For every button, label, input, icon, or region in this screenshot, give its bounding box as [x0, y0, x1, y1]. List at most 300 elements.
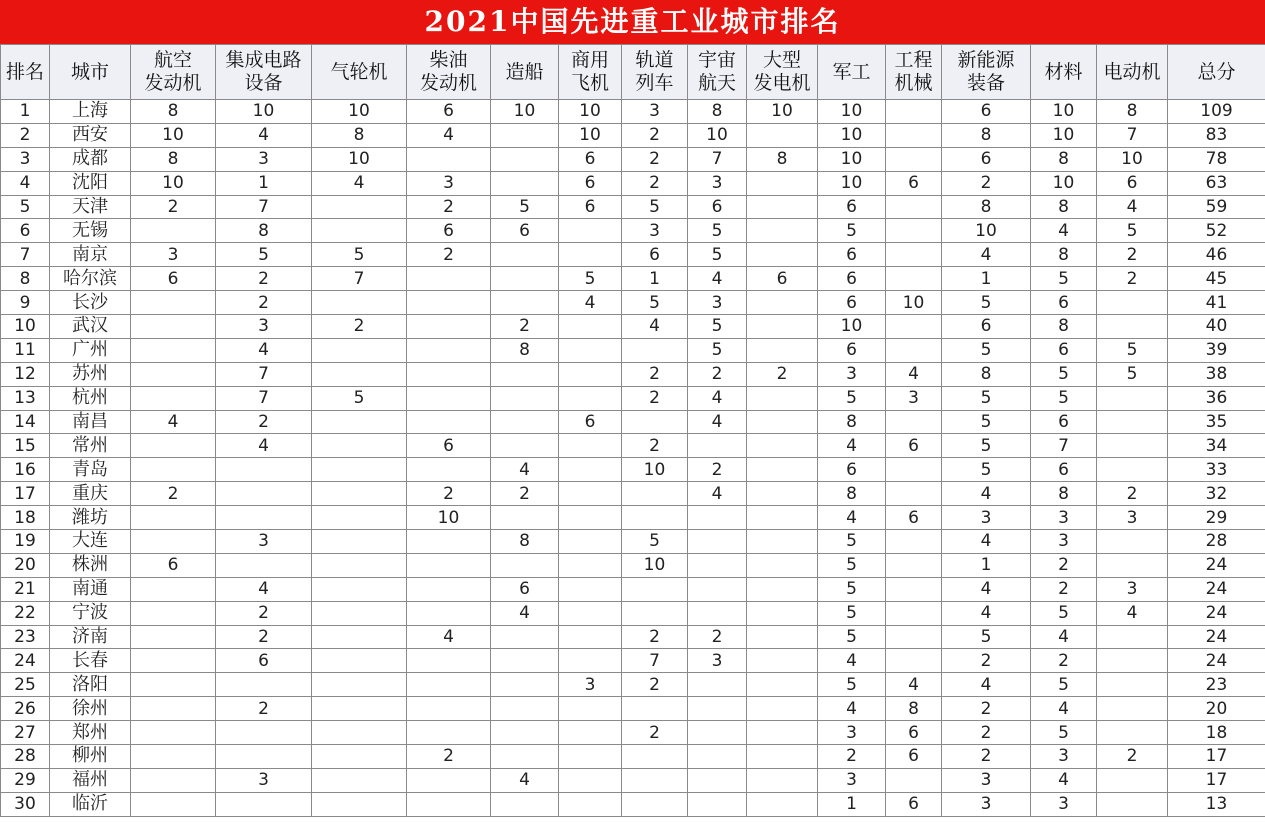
score-cell: [747, 171, 818, 195]
rank-cell: 1: [1, 100, 50, 124]
score-cell: [559, 482, 622, 506]
score-cell: 4: [622, 315, 688, 339]
score-cell: 8: [1031, 147, 1097, 171]
score-cell: [747, 219, 818, 243]
score-cell: [886, 458, 942, 482]
score-cell: 4: [942, 601, 1031, 625]
total-cell: 17: [1168, 768, 1265, 792]
score-cell: 4: [407, 123, 491, 147]
score-cell: 3: [216, 768, 312, 792]
score-cell: [886, 195, 942, 219]
score-cell: [131, 745, 216, 769]
score-cell: [312, 219, 407, 243]
rank-cell: 7: [1, 243, 50, 267]
total-cell: 34: [1168, 434, 1265, 458]
score-cell: 3: [622, 219, 688, 243]
score-cell: 2: [216, 267, 312, 291]
rank-cell: 19: [1, 530, 50, 554]
score-cell: 4: [1031, 697, 1097, 721]
score-cell: [216, 745, 312, 769]
table-row: [1, 195, 1265, 219]
score-cell: 4: [216, 123, 312, 147]
score-cell: [688, 553, 747, 577]
score-cell: 10: [312, 147, 407, 171]
score-cell: 1: [942, 553, 1031, 577]
score-cell: [216, 673, 312, 697]
table-row: [1, 147, 1265, 171]
score-cell: [688, 577, 747, 601]
score-cell: 3: [1031, 792, 1097, 816]
score-cell: [216, 553, 312, 577]
score-cell: 6: [407, 219, 491, 243]
score-cell: 2: [622, 434, 688, 458]
score-cell: 6: [407, 434, 491, 458]
score-cell: 2: [407, 482, 491, 506]
score-cell: 5: [942, 291, 1031, 315]
score-cell: 6: [622, 243, 688, 267]
city-cell: 南通: [50, 577, 131, 601]
table-row: [1, 625, 1265, 649]
score-cell: [747, 338, 818, 362]
score-cell: 1: [942, 267, 1031, 291]
table-row: [1, 792, 1265, 816]
score-cell: 10: [1031, 100, 1097, 124]
score-cell: 2: [622, 721, 688, 745]
column-header: 气轮机: [312, 45, 407, 100]
score-cell: [131, 673, 216, 697]
score-cell: 6: [818, 291, 886, 315]
column-header: 总分: [1168, 45, 1265, 100]
score-cell: 3: [818, 362, 886, 386]
rank-cell: 29: [1, 768, 50, 792]
score-cell: [491, 147, 559, 171]
score-cell: [131, 434, 216, 458]
city-cell: 潍坊: [50, 506, 131, 530]
city-cell: 洛阳: [50, 673, 131, 697]
table-row: [1, 434, 1265, 458]
table-row: [1, 577, 1265, 601]
score-cell: [622, 482, 688, 506]
score-cell: 5: [688, 243, 747, 267]
score-cell: 10: [818, 100, 886, 124]
score-cell: 4: [818, 434, 886, 458]
column-header: 大型 发电机: [747, 45, 818, 100]
score-cell: [559, 243, 622, 267]
score-cell: [688, 506, 747, 530]
score-cell: [886, 530, 942, 554]
total-cell: 78: [1168, 147, 1265, 171]
ranking-table: [0, 44, 1265, 817]
score-cell: 5: [942, 410, 1031, 434]
score-cell: [407, 673, 491, 697]
column-header: 柴油 发动机: [407, 45, 491, 100]
score-cell: [131, 601, 216, 625]
table-row: [1, 601, 1265, 625]
rank-cell: 10: [1, 315, 50, 339]
score-cell: 4: [491, 458, 559, 482]
column-header: 城市: [50, 45, 131, 100]
score-cell: 5: [1031, 721, 1097, 745]
score-cell: [622, 697, 688, 721]
score-cell: 2: [942, 697, 1031, 721]
score-cell: [131, 338, 216, 362]
score-cell: 3: [622, 100, 688, 124]
score-cell: [688, 434, 747, 458]
column-header: 材料: [1031, 45, 1097, 100]
score-cell: [407, 721, 491, 745]
score-cell: [407, 792, 491, 816]
score-cell: 2: [407, 243, 491, 267]
rank-cell: 6: [1, 219, 50, 243]
total-cell: 40: [1168, 315, 1265, 339]
city-cell: 哈尔滨: [50, 267, 131, 291]
score-cell: [1097, 625, 1168, 649]
table-row: [1, 745, 1265, 769]
score-cell: 2: [216, 601, 312, 625]
score-cell: 6: [559, 410, 622, 434]
score-cell: [747, 553, 818, 577]
score-cell: [216, 482, 312, 506]
column-header: 造船: [491, 45, 559, 100]
table-row: [1, 243, 1265, 267]
score-cell: [491, 434, 559, 458]
column-header: 集成电路 设备: [216, 45, 312, 100]
score-cell: 8: [1031, 243, 1097, 267]
score-cell: 5: [818, 577, 886, 601]
city-cell: 天津: [50, 195, 131, 219]
score-cell: 5: [1097, 219, 1168, 243]
rank-cell: 26: [1, 697, 50, 721]
score-cell: 2: [1031, 649, 1097, 673]
total-cell: 83: [1168, 123, 1265, 147]
score-cell: 3: [1031, 506, 1097, 530]
total-cell: 45: [1168, 267, 1265, 291]
score-cell: 10: [131, 123, 216, 147]
score-cell: 5: [818, 601, 886, 625]
score-cell: [312, 482, 407, 506]
total-cell: 28: [1168, 530, 1265, 554]
score-cell: 2: [622, 673, 688, 697]
score-cell: [559, 601, 622, 625]
city-cell: 郑州: [50, 721, 131, 745]
score-cell: 4: [491, 768, 559, 792]
city-cell: 重庆: [50, 482, 131, 506]
city-cell: 长沙: [50, 291, 131, 315]
table-row: [1, 267, 1265, 291]
total-cell: 41: [1168, 291, 1265, 315]
score-cell: [407, 410, 491, 434]
score-cell: [312, 649, 407, 673]
table-row: [1, 386, 1265, 410]
score-cell: [407, 601, 491, 625]
score-cell: 4: [942, 673, 1031, 697]
score-cell: [1097, 291, 1168, 315]
score-cell: [747, 792, 818, 816]
total-cell: 24: [1168, 625, 1265, 649]
score-cell: 3: [886, 386, 942, 410]
rank-cell: 28: [1, 745, 50, 769]
score-cell: [131, 315, 216, 339]
score-cell: [312, 721, 407, 745]
rank-cell: 27: [1, 721, 50, 745]
score-cell: [312, 506, 407, 530]
score-cell: 5: [942, 434, 1031, 458]
score-cell: 3: [1031, 530, 1097, 554]
score-cell: 6: [818, 458, 886, 482]
city-cell: 株洲: [50, 553, 131, 577]
score-cell: 5: [622, 195, 688, 219]
score-cell: 4: [942, 577, 1031, 601]
score-cell: [312, 530, 407, 554]
score-cell: 6: [818, 243, 886, 267]
score-cell: 5: [818, 219, 886, 243]
score-cell: [559, 506, 622, 530]
score-cell: 2: [622, 386, 688, 410]
score-cell: 6: [131, 553, 216, 577]
score-cell: [622, 792, 688, 816]
score-cell: [747, 458, 818, 482]
city-cell: 广州: [50, 338, 131, 362]
score-cell: 4: [818, 649, 886, 673]
score-cell: 5: [942, 338, 1031, 362]
score-cell: 10: [559, 100, 622, 124]
score-cell: 6: [942, 100, 1031, 124]
score-cell: [747, 577, 818, 601]
column-header: 宇宙 航天: [688, 45, 747, 100]
score-cell: 5: [312, 386, 407, 410]
score-cell: 6: [216, 649, 312, 673]
score-cell: 6: [886, 434, 942, 458]
score-cell: [559, 697, 622, 721]
column-header: 商用 飞机: [559, 45, 622, 100]
score-cell: 4: [886, 673, 942, 697]
score-cell: [1097, 530, 1168, 554]
score-cell: 5: [1031, 267, 1097, 291]
score-cell: [312, 434, 407, 458]
column-header: 工程 机械: [886, 45, 942, 100]
score-cell: 10: [818, 315, 886, 339]
score-cell: 4: [1031, 768, 1097, 792]
score-cell: [407, 362, 491, 386]
score-cell: 4: [942, 530, 1031, 554]
score-cell: 3: [131, 243, 216, 267]
score-cell: 2: [942, 721, 1031, 745]
score-cell: 6: [886, 721, 942, 745]
rank-cell: 21: [1, 577, 50, 601]
score-cell: 6: [559, 147, 622, 171]
score-cell: [559, 553, 622, 577]
score-cell: [312, 338, 407, 362]
score-cell: [622, 410, 688, 434]
score-cell: [622, 745, 688, 769]
score-cell: [1097, 458, 1168, 482]
score-cell: [1097, 315, 1168, 339]
score-cell: [1097, 768, 1168, 792]
rank-cell: 14: [1, 410, 50, 434]
score-cell: [559, 649, 622, 673]
score-cell: [407, 697, 491, 721]
score-cell: 3: [942, 506, 1031, 530]
city-cell: 济南: [50, 625, 131, 649]
score-cell: 2: [622, 362, 688, 386]
score-cell: 10: [818, 123, 886, 147]
score-cell: 10: [942, 219, 1031, 243]
rank-cell: 23: [1, 625, 50, 649]
score-cell: 7: [688, 147, 747, 171]
score-cell: [747, 410, 818, 434]
score-cell: [491, 410, 559, 434]
score-cell: 2: [216, 291, 312, 315]
score-cell: 6: [886, 506, 942, 530]
score-cell: 10: [1031, 123, 1097, 147]
score-cell: 3: [216, 315, 312, 339]
score-cell: 8: [942, 123, 1031, 147]
score-cell: 2: [1097, 243, 1168, 267]
score-cell: [747, 315, 818, 339]
score-cell: [747, 386, 818, 410]
score-cell: [886, 315, 942, 339]
score-cell: [216, 506, 312, 530]
score-cell: 4: [688, 410, 747, 434]
score-cell: 2: [1031, 577, 1097, 601]
score-cell: 2: [131, 195, 216, 219]
rank-cell: 13: [1, 386, 50, 410]
total-cell: 24: [1168, 601, 1265, 625]
score-cell: [491, 123, 559, 147]
score-cell: [131, 697, 216, 721]
rank-cell: 9: [1, 291, 50, 315]
score-cell: 10: [818, 147, 886, 171]
score-cell: [747, 625, 818, 649]
score-cell: 3: [942, 768, 1031, 792]
score-cell: 5: [622, 530, 688, 554]
score-cell: [886, 768, 942, 792]
score-cell: 2: [216, 625, 312, 649]
score-cell: [622, 601, 688, 625]
score-cell: 4: [1097, 601, 1168, 625]
score-cell: 4: [688, 386, 747, 410]
score-cell: [131, 721, 216, 745]
score-cell: 2: [622, 171, 688, 195]
score-cell: 2: [688, 625, 747, 649]
score-cell: [1097, 386, 1168, 410]
score-cell: 5: [942, 625, 1031, 649]
score-cell: 3: [942, 792, 1031, 816]
score-cell: 7: [622, 649, 688, 673]
total-cell: 24: [1168, 553, 1265, 577]
score-cell: [559, 338, 622, 362]
score-cell: [559, 434, 622, 458]
table-row: [1, 315, 1265, 339]
score-cell: [1097, 697, 1168, 721]
table-row: [1, 338, 1265, 362]
city-cell: 长春: [50, 649, 131, 673]
score-cell: 2: [942, 171, 1031, 195]
score-cell: 2: [407, 195, 491, 219]
score-cell: [559, 458, 622, 482]
score-cell: 2: [747, 362, 818, 386]
score-cell: 2: [1031, 553, 1097, 577]
city-cell: 西安: [50, 123, 131, 147]
score-cell: 4: [216, 577, 312, 601]
column-header: 航空 发动机: [131, 45, 216, 100]
score-cell: 3: [407, 171, 491, 195]
score-cell: 10: [1031, 171, 1097, 195]
score-cell: [1097, 721, 1168, 745]
score-cell: [886, 243, 942, 267]
score-cell: [491, 506, 559, 530]
table-row: [1, 768, 1265, 792]
rank-cell: 25: [1, 673, 50, 697]
city-cell: 无锡: [50, 219, 131, 243]
score-cell: [559, 530, 622, 554]
score-cell: [886, 147, 942, 171]
score-cell: 5: [818, 530, 886, 554]
score-cell: [407, 267, 491, 291]
score-cell: 2: [818, 745, 886, 769]
score-cell: [312, 768, 407, 792]
rank-cell: 4: [1, 171, 50, 195]
score-cell: [688, 601, 747, 625]
score-cell: [312, 792, 407, 816]
score-cell: 6: [886, 171, 942, 195]
total-cell: 38: [1168, 362, 1265, 386]
score-cell: 7: [1031, 434, 1097, 458]
score-cell: [491, 792, 559, 816]
table-row: [1, 482, 1265, 506]
score-cell: 5: [559, 267, 622, 291]
total-cell: 24: [1168, 649, 1265, 673]
city-cell: 徐州: [50, 697, 131, 721]
rank-cell: 17: [1, 482, 50, 506]
score-cell: 5: [942, 386, 1031, 410]
city-cell: 成都: [50, 147, 131, 171]
score-cell: [312, 410, 407, 434]
score-cell: 4: [818, 697, 886, 721]
total-cell: 17: [1168, 745, 1265, 769]
score-cell: [747, 768, 818, 792]
score-cell: 4: [131, 410, 216, 434]
score-cell: 5: [942, 458, 1031, 482]
score-cell: 7: [216, 362, 312, 386]
score-cell: 6: [559, 195, 622, 219]
score-cell: 5: [1031, 362, 1097, 386]
score-cell: [688, 745, 747, 769]
score-cell: 5: [1097, 362, 1168, 386]
score-cell: [688, 530, 747, 554]
score-cell: [131, 649, 216, 673]
city-cell: 南昌: [50, 410, 131, 434]
score-cell: [886, 219, 942, 243]
score-cell: 2: [491, 315, 559, 339]
score-cell: 2: [312, 315, 407, 339]
score-cell: [491, 673, 559, 697]
table-body: [1, 100, 1265, 817]
score-cell: 10: [1097, 147, 1168, 171]
total-cell: 13: [1168, 792, 1265, 816]
score-cell: 2: [1097, 482, 1168, 506]
table-row: [1, 171, 1265, 195]
city-cell: 临沂: [50, 792, 131, 816]
score-cell: 8: [818, 482, 886, 506]
rank-cell: 20: [1, 553, 50, 577]
column-header: 新能源 装备: [942, 45, 1031, 100]
score-cell: 8: [491, 530, 559, 554]
city-cell: 青岛: [50, 458, 131, 482]
city-cell: 上海: [50, 100, 131, 124]
score-cell: 3: [818, 721, 886, 745]
score-cell: 1: [818, 792, 886, 816]
